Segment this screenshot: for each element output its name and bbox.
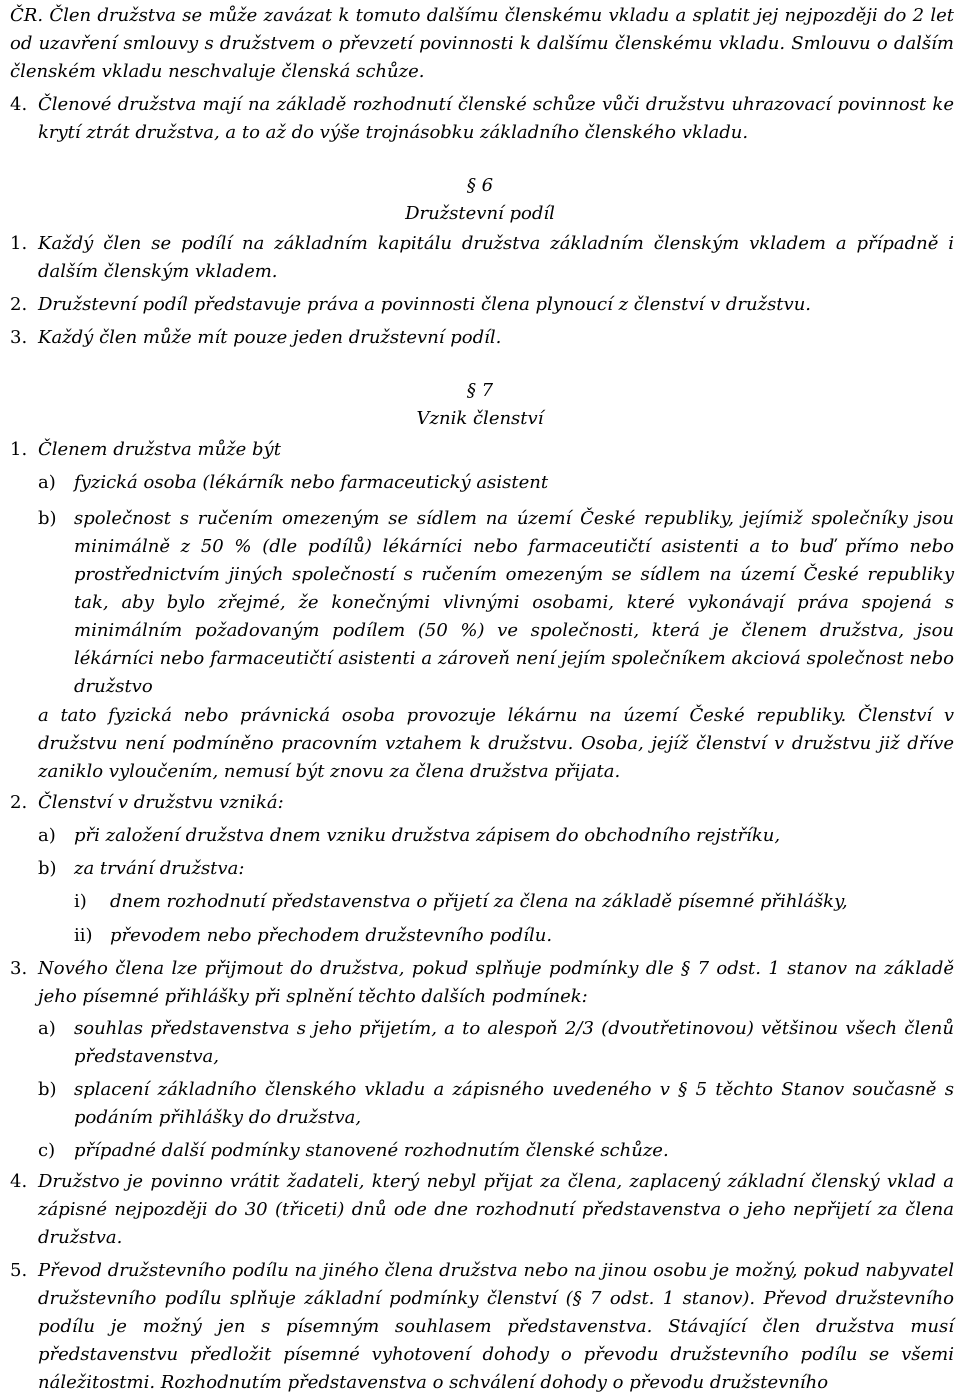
item-4-text: Členové družstva mají na základě rozhodnutí členské schůze vůči družstvu uhrazovací povinnost ke krytí ztrát družstva, a to až do výše trojnásobku základního členského vkladu. [38, 94, 954, 143]
s7-2-a-label: a) [38, 825, 56, 846]
s7-1-b-label: b) [38, 508, 57, 529]
section-6-heading [0, 172, 960, 228]
s7-item-5 [10, 1257, 954, 1397]
s7-2-a-text: při založení družstva dnem vzniku družstva zápisem do obchodního rejstříku, [74, 825, 781, 846]
s7-item-1 [10, 436, 954, 464]
s6-item-2-number: 2. [10, 294, 28, 315]
s7-item-2 [10, 789, 954, 817]
s6-item-3 [10, 324, 954, 352]
section-title: Družstevní podíl [405, 203, 555, 224]
section-7-heading [0, 377, 960, 433]
s7-3-a-text: souhlas představenstva s jeho přijetím, a to alespoň 2/3 (dvoutřetinovou) většinou všech členů představenstva, [74, 1018, 954, 1067]
s7-item-2-number: 2. [10, 792, 28, 813]
top-paragraph-text: ČR. Člen družstva se může zavázat k tomuto dalšímu členskému vkladu a splatit jej nejpozději do 2 let od uzavření smlouvy s družstvem o převzetí povinnosti k dalšímu členskému vkladu. Smlouvu o dalším členském vkladu neschvaluje členská schůze. [10, 5, 954, 82]
s7-3-b [38, 1076, 954, 1132]
section-number: 7 [481, 380, 494, 401]
s7-3-c-label: c) [38, 1140, 56, 1161]
s7-2-b-label: b) [38, 858, 57, 879]
s7-2-b [38, 855, 954, 883]
s7-3-c [38, 1137, 954, 1165]
s6-item-3-text: Každý člen může mít pouze jeden družstevní podíl. [38, 327, 502, 348]
s7-1-a-text: fyzická osoba (lékárník nebo farmaceutický asistent [74, 472, 549, 493]
s7-3-b-text: splacení základního členského vkladu a zápisného uvedeného v § 5 těchto Stanov současně s podáním přihlášky do družstva, [74, 1079, 954, 1128]
s7-2-b-ii-label: ii) [74, 925, 93, 946]
s7-1-tail [38, 702, 954, 786]
section-symbol: § [466, 380, 476, 401]
s6-item-2 [10, 291, 954, 319]
item-4 [10, 91, 954, 147]
top-paragraph [10, 2, 954, 86]
s7-2-b-i [74, 888, 954, 916]
s7-1-a [38, 469, 954, 497]
s7-item-5-text: Převod družstevního podílu na jiného člena družstva nebo na jinou osobu je možný, pokud nabyvatel družstevního podílu splňuje základní podmínky členství (§ 7 odst. 1 stanov). Převod družstevního podílu je možný jen s písemným souhlasem představenstva. Stávající člen družstva musí představenstvu předložit písemné vyhotovení dohody o převodu družstevního podílu se všemi náležitostmi. Rozhodnutím představenstva o schválení dohody o převodu družstevního [38, 1260, 954, 1393]
s7-2-b-i-text: dnem rozhodnutí představenstva o přijetí za člena na základě písemné přihlášky, [110, 891, 848, 912]
s7-3-c-text: případné další podmínky stanovené rozhodnutím členské schůze. [74, 1140, 669, 1161]
s7-1-tail-text: a tato fyzická nebo právnická osoba provozuje lékárnu na území České republiky. Členství v družstvu není podmíněno pracovním vztahem k družstvu. Osoba, jejíž členství v družstvu již dříve zaniklo vyloučením, nemusí být znovu za člena družstva přijata. [38, 705, 954, 782]
s7-item-5-number: 5. [10, 1260, 28, 1281]
s7-3-b-label: b) [38, 1079, 57, 1100]
section-symbol: § [466, 175, 476, 196]
s7-item-3-number: 3. [10, 958, 28, 979]
s7-2-b-ii [74, 922, 954, 950]
s7-3-a [38, 1015, 954, 1071]
s7-item-4-text: Družstvo je povinno vrátit žadateli, který nebyl přijat za člena, zaplacený základní členský vklad a zápisné nejpozději do 30 (třiceti) dnů ode dne rozhodnutí představenstva o jeho nepřijetí za člena družstva. [38, 1171, 954, 1248]
s7-2-b-text: za trvání družstva: [74, 858, 245, 879]
s7-item-3 [10, 955, 954, 1011]
s7-1-b [38, 505, 954, 701]
s6-item-1-text: Každý člen se podílí na základním kapitálu družstva základním členským vkladem a případně i dalším členským vkladem. [38, 233, 954, 282]
s7-item-4-number: 4. [10, 1171, 28, 1192]
s7-1-b-text: společnost s ručením omezeným se sídlem na území České republiky, jejímiž společníky jsou minimálně z 50 % (dle podílů) lékárníci nebo farmaceutičtí asistenti a to buď přímo nebo prostřednictvím jiných společností s ručením omezeným se sídlem na území České republiky tak, aby bylo zřejmé, že konečnými vlivnými osobami, které vykonávají práva spojená s minimálním požadovaným podílem (50 %) ve společnosti, která je členem družstva, jsou lékárníci nebo farmaceutičtí asistenti a zároveň není jejím společníkem akciová společnost nebo družstvo [74, 508, 954, 697]
section-number: 6 [481, 175, 494, 196]
s7-1-a-label: a) [38, 472, 56, 493]
s7-2-b-i-label: i) [74, 891, 87, 912]
item-4-number: 4. [10, 94, 28, 115]
s6-item-3-number: 3. [10, 327, 28, 348]
s7-item-3-text: Nového člena lze přijmout do družstva, pokud splňuje podmínky dle § 7 odst. 1 stanov na základě jeho písemné přihlášky při splnění těchto dalších podmínek: [38, 958, 954, 1007]
s7-2-a [38, 822, 954, 850]
s7-3-a-label: a) [38, 1018, 56, 1039]
s6-item-2-text: Družstevní podíl představuje práva a povinnosti člena plynoucí z členství v družstvu. [38, 294, 812, 315]
s7-item-1-text: Členem družstva může být [38, 439, 281, 460]
section-title: Vznik členství [416, 408, 544, 429]
s7-item-1-number: 1. [10, 439, 28, 460]
s7-item-4 [10, 1168, 954, 1252]
s6-item-1-number: 1. [10, 233, 28, 254]
s7-2-b-ii-text: převodem nebo přechodem družstevního podílu. [110, 925, 553, 946]
s6-item-1 [10, 230, 954, 286]
s7-item-2-text: Členství v družstvu vzniká: [38, 792, 284, 813]
